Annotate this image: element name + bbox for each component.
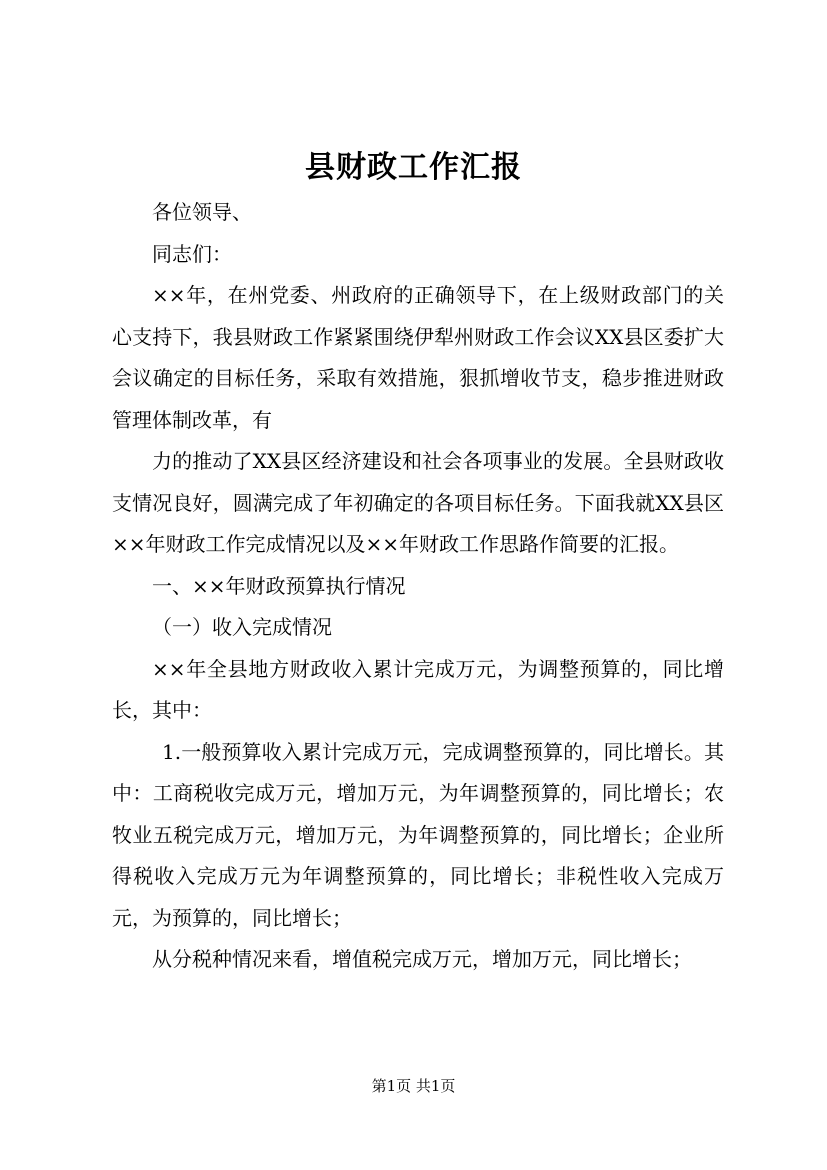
salutation-line-2: 同志们： xyxy=(152,241,232,266)
subsection-heading-1: （一）收入完成情况 xyxy=(152,615,332,639)
page-footer: 第1页 共1页 xyxy=(371,1077,456,1095)
document-body xyxy=(112,192,724,981)
document-title: 县财政工作汇报 xyxy=(305,150,522,185)
paragraph-general-budget: 1.一般预算收入累计完成万元，完成调整预算的，同比增长。其中：工商税收完成万元，增加万元，为年调整预算的，同比增长；农牧业五税完成万元，增加万元，为年调整预算的，同比增长；企业所得税收入完成万元为年调整预算的，同比增长；非税性收入完成万元，为预算的，同比增长； xyxy=(112,739,724,930)
section-heading-1: 一、××年财政预算执行情况 xyxy=(152,573,406,598)
paragraph-continuation: 力的推动了XX县区经济建设和社会各项事业的发展。全县财政收支情况良好，圆满完成了年初确定的各项目标任务。下面我就XX县区××年财政工作完成情况以及××年财政工作思路作简要的汇报。 xyxy=(112,449,724,556)
paragraph-revenue-summary: ××年全县地方财政收入累计完成万元，为调整预算的，同比增长，其中： xyxy=(112,656,724,722)
salutation-line-1: 各位领导、 xyxy=(152,200,252,224)
paragraph-tax-types: 从分税种情况来看，增值税完成万元，增加万元，同比增长； xyxy=(152,947,692,971)
paragraph-intro: ××年，在州党委、州政府的正确领导下，在上级财政部门的关心支持下，我县财政工作紧紧围绕伊犁州财政工作会议XX县区委扩大会议确定的目标任务，采取有效措施，狠抓增收节支，稳步推进财政管理体制改革，有 xyxy=(112,283,724,432)
